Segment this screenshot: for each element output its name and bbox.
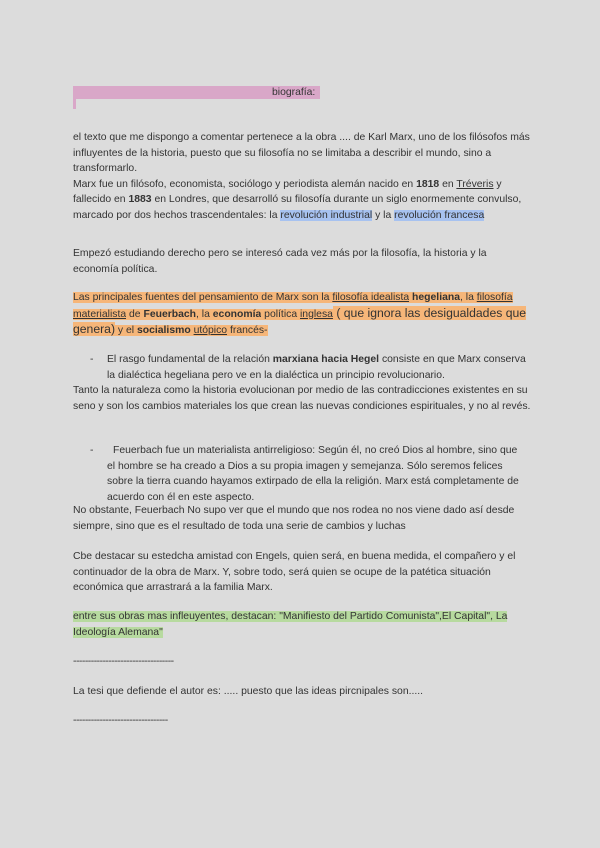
- fuentes-text: Las principales fuentes del pensamiento de Marx son la: [73, 292, 333, 303]
- bullet-hegel: [107, 352, 527, 383]
- engels-text: quien será, en buena medida, el compañero y el continuador de la obra de Marx. Y, sobre todo, será quien se ocupe de la patética situación económica que arrastrará a la familia Marx.: [73, 551, 516, 594]
- fuentes-text: política: [261, 308, 300, 320]
- obras-highlight: entre sus obras mas infleuyentes, destacan: "Manifiesto del Partido Comunista",El Capital", La Ideología Alemana": [73, 611, 508, 638]
- separator-line: --------------------------------: [73, 715, 168, 726]
- intro-line: el texto que me dispongo a comentar pertenece a la obra .... de Karl Marx, uno de los filósofos más influyentes de la historia, puesto que su filosofía no se limitaba a describir el mundo, sino a transformarlo.: [73, 132, 530, 175]
- inglesa: inglesa: [300, 308, 333, 320]
- socialismo-bold: socialismo: [136, 325, 191, 337]
- fuentes-text: , la: [460, 292, 477, 303]
- fuentes-text: de: [126, 308, 144, 320]
- paragraph-estudios: Empezó estudiando derecho pero se interesó cada vez más por la filosofía, la historia y la economía política.: [73, 248, 487, 275]
- filosofia-materialista: filosofía materialista: [73, 292, 513, 320]
- feuerbach-bold: Feuerbach: [143, 308, 197, 320]
- paragraph-naturaleza: Tanto la naturaleza como la historia evolucionan por medio de las contradicciones existentes en su seno y son los cambios materiales los que crean las nuevas condiciones espirituales, y no al revés.: [73, 385, 531, 412]
- header-marker: [73, 99, 76, 109]
- intro-text: en: [439, 178, 457, 190]
- filosofia-idealista: filosofía idealista: [332, 292, 410, 303]
- bullet-dash: -: [90, 354, 94, 365]
- engels-text: Cbe destacar su estedcha amistad con Engels,: [73, 551, 294, 562]
- revolucion-industrial-highlight: revolución industrial: [280, 209, 373, 221]
- revolucion-francesa-highlight: revolución francesa: [394, 209, 485, 221]
- treveris-link: Tréveris: [456, 178, 494, 190]
- economia-bold: economía: [212, 308, 262, 320]
- fuentes-text: y el: [115, 325, 137, 337]
- bullet-feuerbach: Feuerbach fue un materialista antirreligioso: Según él, no creó Dios al hombre, sino que el hombre se ha creado a Dios a su propia imagen y semejanza. Sólo seremos felices sobre la tierra cuando hayamos extirpado de ella la religión. Marx está completamente de acuerdo con él en este aspecto.: [107, 445, 519, 503]
- utopico: utópico: [193, 325, 228, 337]
- intro-text: Marx fue un filósofo, economista, sociólogo y periodista alemán nacido en: [73, 178, 417, 190]
- bullet-dash: -: [90, 445, 94, 456]
- intro-text: y la: [372, 209, 395, 221]
- intro-paragraph: [73, 130, 533, 224]
- paragraph-no-obstante: No obstante, Feuerbach No supo ver que el mundo que nos rodea no nos viene dado así desde siempre, sino que es el resultado de toda una serie de cambios y luchas: [73, 505, 515, 532]
- paragraph-tesis: La tesi que defiende el autor es: ..... puesto que las ideas pircnipales son.....: [73, 686, 424, 697]
- separator-line: ----------------------------------: [73, 656, 174, 667]
- year-1883: 1883: [128, 194, 152, 206]
- header-label: biografía:: [272, 87, 316, 98]
- paragraph-fuentes: [73, 290, 533, 339]
- bullet-text: El rasgo fundamental de la relación: [107, 354, 273, 365]
- bullet-text: consiste en que Marx conserva la dialéctica hegeliana pero ve en la dialéctica un principio revolucionario.: [107, 354, 526, 381]
- paragraph-engels: [73, 549, 533, 596]
- paragraph-obras: [73, 609, 533, 640]
- fuentes-text: , la: [196, 308, 213, 320]
- fuentes-text: francés-: [227, 325, 268, 337]
- marxiana-hegel-bold: marxiana hacia Hegel: [272, 354, 380, 365]
- year-1818: 1818: [416, 178, 440, 190]
- fuentes-parenthetical: ( que ignora las desigualdades que genera): [73, 305, 527, 337]
- intro-text: en Londres, que desarrolló su filosofía durante un siglo enormemente convulso, marcado por dos hechos trascendentales: la: [73, 194, 522, 221]
- intro-text: y fallecido en: [73, 178, 502, 206]
- hegeliana: hegeliana: [409, 292, 460, 303]
